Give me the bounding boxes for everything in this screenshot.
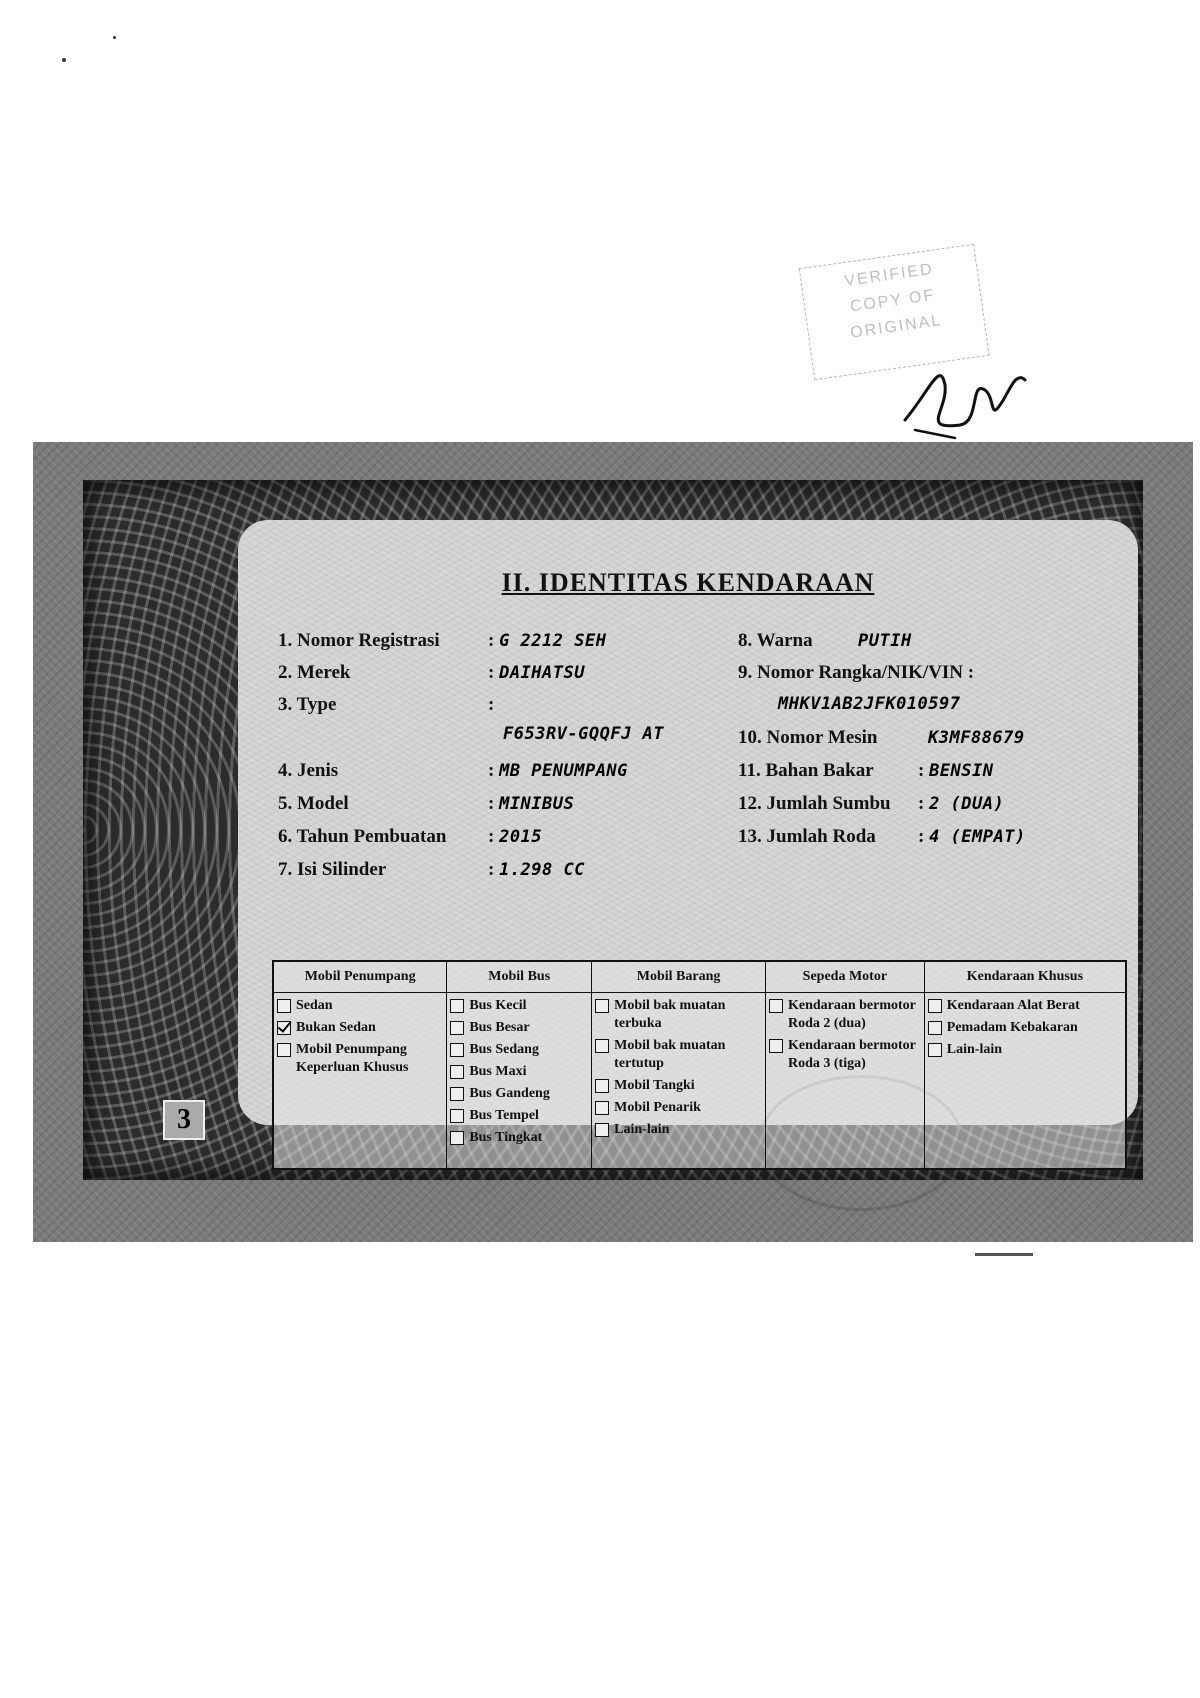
field-type: [278, 694, 494, 716]
field-value: 4 (EMPAT): [929, 827, 1026, 847]
option-lain-lain-khusus: [928, 1041, 1122, 1059]
field-jumlah-sumbu: [738, 793, 1004, 815]
field-isi-silinder: [278, 859, 585, 881]
checkbox[interactable]: [769, 1039, 783, 1053]
checkbox[interactable]: [595, 1039, 609, 1053]
checkbox[interactable]: [595, 999, 609, 1013]
checkbox[interactable]: [277, 999, 291, 1013]
option-label: Mobil Tangki: [614, 1078, 695, 1093]
checkbox[interactable]: [769, 999, 783, 1013]
page-number: 3: [163, 1100, 205, 1140]
field-colon: :: [488, 662, 500, 683]
field-label: 9. Nomor Rangka/NIK/VIN :: [738, 662, 975, 683]
field-value: 2015: [499, 827, 543, 847]
field-label: 4. Jenis: [278, 760, 339, 781]
field-colon: :: [918, 793, 930, 814]
option-label: Bus Maxi: [469, 1064, 527, 1079]
option-bus-tingkat: [450, 1129, 588, 1147]
option-label: Bus Sedang: [469, 1042, 539, 1057]
field-label: 6. Tahun Pembuatan: [278, 826, 447, 847]
field-warna: [738, 630, 912, 652]
field-value: DAIHATSU: [499, 663, 585, 683]
checkbox[interactable]: [928, 1043, 942, 1057]
option-sedan: [277, 997, 443, 1015]
stamp-line: ORIGINAL: [849, 312, 944, 342]
table-row: [273, 993, 1126, 1170]
table-header-row: [273, 961, 1126, 993]
option-bus-sedang: [450, 1041, 588, 1059]
field-colon: :: [488, 760, 500, 781]
field-colon: :: [488, 793, 500, 814]
option-bukan-sedan: [277, 1019, 443, 1037]
field-value: MB PENUMPANG: [499, 761, 628, 781]
field-colon: :: [488, 630, 500, 651]
option-mobil-penumpang-keperluan-khusus: [277, 1041, 443, 1077]
divider-line: [975, 1253, 1033, 1256]
field-value: 1.298 CC: [499, 860, 585, 880]
scan-speck: [62, 58, 66, 62]
option-label: Bus Tempel: [469, 1108, 539, 1123]
field-label: 8. Warna: [738, 630, 813, 651]
field-label: 13. Jumlah Roda: [738, 826, 876, 847]
option-label: Kendaraan bermotor Roda 3 (tiga): [787, 1038, 916, 1071]
field-nomor-rangka-value: [778, 694, 961, 714]
field-jumlah-roda: [738, 826, 1026, 848]
option-bus-maxi: [450, 1063, 588, 1081]
field-colon: :: [488, 826, 500, 847]
option-label: Mobil bak muatan tertutup: [614, 1038, 726, 1071]
table-header: Kendaraan Khusus: [924, 961, 1126, 993]
stamp-line: COPY OF: [849, 286, 937, 316]
field-value: MHKV1AB2JFK010597: [778, 694, 961, 714]
mobil-barang-column: [592, 993, 766, 1170]
option-label: Bus Kecil: [469, 998, 527, 1013]
option-mobil-penarik: [595, 1099, 762, 1117]
option-label: Sedan: [296, 998, 333, 1013]
field-nomor-rangka: [738, 662, 974, 684]
option-label: Bukan Sedan: [296, 1020, 376, 1035]
mobil-penumpang-column: [273, 993, 447, 1170]
section-title: II. IDENTITAS KENDARAAN: [501, 568, 875, 597]
photocopied-document: [33, 442, 1193, 1242]
field-value: G 2212 SEH: [499, 631, 607, 651]
field-bahan-bakar: [738, 760, 994, 782]
table-header: Mobil Barang: [592, 961, 766, 993]
option-bak-tertutup: [595, 1037, 762, 1073]
checkbox[interactable]: [450, 1131, 464, 1145]
field-jenis: [278, 760, 628, 782]
field-value: 2 (DUA): [929, 794, 1005, 814]
checkbox[interactable]: [450, 1065, 464, 1079]
field-label: 2. Merek: [278, 662, 351, 683]
table-header: Mobil Bus: [447, 961, 592, 993]
field-label: 7. Isi Silinder: [278, 859, 387, 880]
field-colon: :: [918, 826, 930, 847]
vehicle-category-table: [272, 960, 1127, 1170]
field-label: 5. Model: [278, 793, 349, 814]
option-label: Bus Tingkat: [469, 1130, 543, 1145]
option-label: Lain-lain: [614, 1122, 670, 1137]
field-colon: :: [488, 694, 495, 715]
scan-speck: [113, 36, 116, 39]
kendaraan-khusus-column: [924, 993, 1126, 1170]
option-bus-gandeng: [450, 1085, 588, 1103]
option-alat-berat: [928, 997, 1122, 1015]
option-label: Mobil Penarik: [614, 1100, 701, 1115]
document-paper: [238, 520, 1138, 1145]
checkbox[interactable]: [928, 999, 942, 1013]
option-lain-lain: [595, 1121, 762, 1139]
option-bak-terbuka: [595, 997, 762, 1033]
handwritten-signature: [900, 350, 1030, 440]
checkbox[interactable]: [277, 1043, 291, 1057]
checkbox[interactable]: [595, 1123, 609, 1137]
checkbox[interactable]: [450, 1087, 464, 1101]
field-label: 12. Jumlah Sumbu: [738, 793, 891, 814]
field-value: PUTIH: [858, 631, 912, 651]
checkbox[interactable]: [595, 1101, 609, 1115]
field-colon: :: [918, 760, 930, 781]
option-label: Mobil Penumpang Keperluan Khusus: [296, 1042, 409, 1075]
stamp-line: VERIFIED: [843, 260, 935, 291]
option-label: Bus Gandeng: [469, 1086, 550, 1101]
field-type-value: [503, 724, 664, 744]
sepeda-motor-column: [765, 993, 924, 1170]
option-mobil-tangki: [595, 1077, 762, 1095]
field-nomor-mesin: [738, 727, 1025, 749]
field-model: [278, 793, 574, 815]
field-tahun-pembuatan: [278, 826, 542, 848]
option-pemadam-kebakaran: [928, 1019, 1122, 1037]
field-nomor-registrasi: [278, 630, 606, 652]
field-merek: [278, 662, 585, 684]
option-label: Lain-lain: [946, 1042, 1003, 1057]
field-colon: :: [488, 859, 500, 880]
option-bus-tempel: [450, 1107, 588, 1125]
option-bus-besar: [450, 1019, 588, 1037]
checkbox[interactable]: [450, 1109, 464, 1123]
option-bus-kecil: [450, 997, 588, 1015]
field-label: 11. Bahan Bakar: [738, 760, 874, 781]
field-label: 10. Nomor Mesin: [738, 727, 878, 748]
option-label: Bus Besar: [469, 1020, 530, 1035]
table-header: Mobil Penumpang: [273, 961, 447, 993]
table-header: Sepeda Motor: [765, 961, 924, 993]
checkbox[interactable]: [595, 1079, 609, 1093]
field-label: 1. Nomor Registrasi: [278, 630, 440, 651]
checkbox-checked[interactable]: [277, 1021, 291, 1035]
checkbox[interactable]: [450, 999, 464, 1013]
option-label: Kendaraan Alat Berat: [946, 998, 1080, 1013]
option-label: Kendaraan bermotor Roda 2 (dua): [787, 998, 916, 1031]
option-label: Pemadam Kebakaran: [946, 1020, 1078, 1035]
checkbox[interactable]: [450, 1043, 464, 1057]
field-value: K3MF88679: [928, 728, 1025, 748]
checkbox[interactable]: [928, 1021, 942, 1035]
mobil-bus-column: [447, 993, 592, 1170]
option-roda-2: [769, 997, 921, 1033]
field-value: BENSIN: [929, 761, 994, 781]
field-label: 3. Type: [278, 694, 337, 715]
field-value: MINIBUS: [499, 794, 575, 814]
option-label: Mobil bak muatan terbuka: [614, 998, 726, 1031]
checkbox[interactable]: [450, 1021, 464, 1035]
decorative-frame: [83, 480, 1143, 1180]
field-value: F653RV-GQQFJ AT: [503, 724, 665, 744]
option-roda-3: [769, 1037, 921, 1073]
